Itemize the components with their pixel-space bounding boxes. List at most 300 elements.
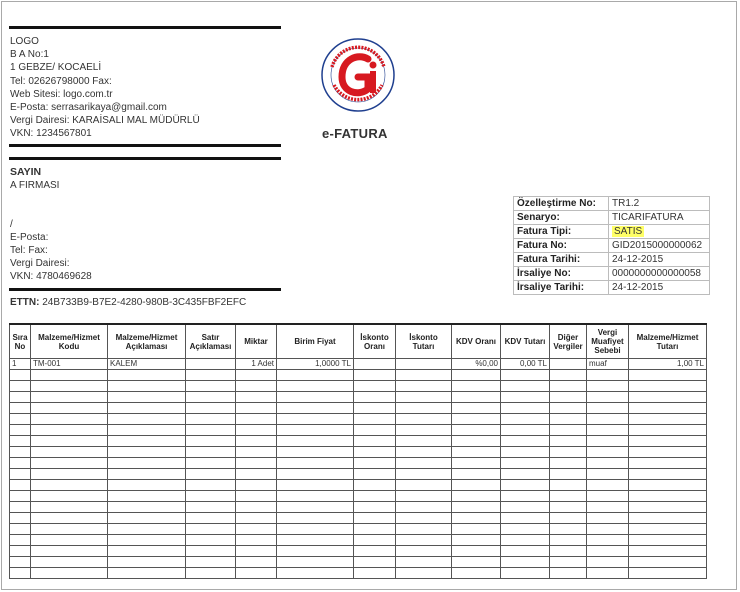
empty-cell <box>108 480 186 491</box>
empty-cell <box>501 469 550 480</box>
empty-cell <box>354 381 396 392</box>
empty-cell <box>236 403 277 414</box>
empty-cell <box>31 535 108 546</box>
sender-bottom-rule <box>9 144 281 147</box>
empty-cell <box>629 370 707 381</box>
buyer-top-rule <box>9 157 281 160</box>
empty-cell <box>108 370 186 381</box>
empty-cell <box>396 557 452 568</box>
meta-value: 24-12-2015 <box>609 281 710 295</box>
empty-cell <box>396 414 452 425</box>
col-header: İskonto Oranı <box>354 324 396 359</box>
cell-quantity: 1 Adet <box>236 359 277 370</box>
empty-cell <box>236 491 277 502</box>
empty-cell <box>587 557 629 568</box>
empty-cell <box>31 546 108 557</box>
empty-cell <box>501 403 550 414</box>
empty-cell <box>629 513 707 524</box>
empty-cell <box>236 381 277 392</box>
empty-cell <box>277 469 354 480</box>
meta-value: GID2015000000062 <box>609 239 710 253</box>
empty-cell <box>277 425 354 436</box>
empty-cell <box>501 513 550 524</box>
empty-cell <box>354 568 396 579</box>
empty-cell <box>452 524 501 535</box>
empty-cell <box>10 513 31 524</box>
empty-cell <box>587 502 629 513</box>
buyer-phone: Tel: Fax: <box>10 245 48 256</box>
empty-cell <box>501 458 550 469</box>
empty-cell <box>587 491 629 502</box>
empty-cell <box>396 447 452 458</box>
table-row <box>10 359 707 370</box>
empty-cell <box>550 403 587 414</box>
empty-cell <box>10 480 31 491</box>
meta-row <box>514 281 710 295</box>
empty-cell <box>186 568 236 579</box>
meta-row <box>514 239 710 253</box>
empty-cell <box>629 568 707 579</box>
empty-cell <box>31 491 108 502</box>
empty-cell <box>108 513 186 524</box>
empty-cell <box>550 436 587 447</box>
empty-cell <box>629 557 707 568</box>
empty-cell <box>587 414 629 425</box>
empty-cell <box>186 513 236 524</box>
empty-cell <box>396 480 452 491</box>
empty-row <box>10 524 707 535</box>
empty-cell <box>108 425 186 436</box>
empty-cell <box>587 370 629 381</box>
empty-cell <box>396 546 452 557</box>
empty-cell <box>186 458 236 469</box>
empty-cell <box>629 392 707 403</box>
empty-cell <box>186 425 236 436</box>
empty-cell <box>452 491 501 502</box>
empty-row <box>10 381 707 392</box>
empty-cell <box>629 458 707 469</box>
empty-cell <box>354 469 396 480</box>
empty-cell <box>550 370 587 381</box>
meta-key: Fatura No: <box>514 239 609 253</box>
empty-cell <box>354 480 396 491</box>
empty-cell <box>396 392 452 403</box>
empty-cell <box>31 480 108 491</box>
empty-cell <box>587 458 629 469</box>
empty-cell <box>452 370 501 381</box>
col-header: Birim Fiyat <box>277 324 354 359</box>
empty-cell <box>277 502 354 513</box>
sender-phone: Tel: 02626798000 Fax: <box>10 75 112 87</box>
buyer-tax-office: Vergi Dairesi: <box>10 258 70 269</box>
cell-line-description <box>186 359 236 370</box>
empty-cell <box>186 370 236 381</box>
empty-cell <box>354 535 396 546</box>
empty-cell <box>501 480 550 491</box>
empty-cell <box>629 546 707 557</box>
col-header: KDV Tutarı <box>501 324 550 359</box>
empty-cell <box>629 425 707 436</box>
invoice-meta-table <box>513 196 710 295</box>
empty-cell <box>31 568 108 579</box>
empty-cell <box>10 425 31 436</box>
empty-row <box>10 480 707 491</box>
empty-cell <box>354 546 396 557</box>
meta-key: Fatura Tarihi: <box>514 253 609 267</box>
empty-cell <box>10 568 31 579</box>
empty-cell <box>186 557 236 568</box>
empty-cell <box>587 535 629 546</box>
meta-row <box>514 197 710 211</box>
empty-cell <box>354 425 396 436</box>
empty-cell <box>186 491 236 502</box>
empty-cell <box>396 524 452 535</box>
empty-cell <box>10 414 31 425</box>
empty-cell <box>550 546 587 557</box>
empty-cell <box>587 524 629 535</box>
empty-cell <box>354 414 396 425</box>
sender-address-line2: 1 GEBZE/ KOCAELİ <box>10 62 102 74</box>
empty-cell <box>10 458 31 469</box>
empty-cell <box>10 491 31 502</box>
empty-cell <box>587 568 629 579</box>
empty-row <box>10 392 707 403</box>
empty-row <box>10 513 707 524</box>
empty-cell <box>501 447 550 458</box>
empty-cell <box>587 425 629 436</box>
sender-block <box>10 35 200 141</box>
empty-cell <box>186 535 236 546</box>
meta-key: Fatura Tipi: <box>514 225 609 239</box>
empty-cell <box>501 568 550 579</box>
buyer-block <box>10 166 92 283</box>
empty-cell <box>108 557 186 568</box>
sender-logo-text: LOGO <box>10 36 39 47</box>
empty-cell <box>277 535 354 546</box>
invoice-items-table <box>9 323 707 579</box>
empty-cell <box>501 381 550 392</box>
empty-cell <box>629 535 707 546</box>
empty-cell <box>396 502 452 513</box>
empty-cell <box>186 392 236 403</box>
empty-cell <box>277 491 354 502</box>
empty-row <box>10 469 707 480</box>
empty-cell <box>31 425 108 436</box>
empty-row <box>10 535 707 546</box>
empty-cell <box>236 447 277 458</box>
empty-cell <box>587 469 629 480</box>
empty-cell <box>108 535 186 546</box>
empty-cell <box>452 568 501 579</box>
empty-cell <box>277 447 354 458</box>
empty-cell <box>354 403 396 414</box>
col-header: Satır Açıklaması <box>186 324 236 359</box>
ettn-value: 24B733B9-B7E2-4280-980B-3C435FBF2EFC <box>39 297 247 308</box>
empty-cell <box>186 447 236 458</box>
empty-cell <box>236 524 277 535</box>
empty-cell <box>452 535 501 546</box>
empty-cell <box>10 381 31 392</box>
empty-cell <box>629 480 707 491</box>
empty-row <box>10 425 707 436</box>
empty-row <box>10 458 707 469</box>
empty-cell <box>31 436 108 447</box>
sender-vkn: VKN: 1234567801 <box>10 128 92 140</box>
empty-cell <box>501 436 550 447</box>
empty-cell <box>550 458 587 469</box>
sender-tax-office: Vergi Dairesi: KARAİSALI MAL MÜDÜRLÜ <box>10 115 200 127</box>
empty-cell <box>186 480 236 491</box>
empty-cell <box>396 403 452 414</box>
empty-cell <box>186 414 236 425</box>
empty-cell <box>396 513 452 524</box>
empty-cell <box>236 557 277 568</box>
empty-cell <box>550 381 587 392</box>
empty-cell <box>550 502 587 513</box>
meta-key: Özelleştirme No: <box>514 197 609 211</box>
empty-cell <box>629 491 707 502</box>
empty-cell <box>236 458 277 469</box>
meta-row <box>514 211 710 225</box>
empty-cell <box>236 535 277 546</box>
empty-cell <box>186 469 236 480</box>
empty-cell <box>452 557 501 568</box>
cell-discount-rate <box>354 359 396 370</box>
empty-cell <box>354 524 396 535</box>
cell-vat-rate: %0,00 <box>452 359 501 370</box>
empty-cell <box>396 568 452 579</box>
empty-cell <box>277 458 354 469</box>
empty-cell <box>277 381 354 392</box>
col-header: Diğer Vergiler <box>550 324 587 359</box>
empty-cell <box>587 546 629 557</box>
ettn-label: ETTN: <box>10 297 40 308</box>
empty-cell <box>31 524 108 535</box>
empty-cell <box>396 381 452 392</box>
buyer-email: E-Posta: <box>10 232 49 243</box>
empty-cell <box>277 403 354 414</box>
empty-cell <box>587 513 629 524</box>
empty-row <box>10 436 707 447</box>
empty-cell <box>236 568 277 579</box>
empty-cell <box>587 436 629 447</box>
empty-cell <box>108 524 186 535</box>
empty-row <box>10 568 707 579</box>
cell-item-code: TM-001 <box>31 359 108 370</box>
empty-cell <box>629 469 707 480</box>
empty-cell <box>277 480 354 491</box>
empty-cell <box>550 513 587 524</box>
empty-cell <box>186 403 236 414</box>
meta-key: Senaryo: <box>514 211 609 225</box>
empty-cell <box>452 447 501 458</box>
cell-row-no: 1 <box>10 359 31 370</box>
empty-cell <box>501 414 550 425</box>
empty-cell <box>501 425 550 436</box>
empty-cell <box>452 513 501 524</box>
empty-cell <box>501 557 550 568</box>
empty-cell <box>550 480 587 491</box>
invoice-type-value: SATIS <box>614 226 643 237</box>
empty-cell <box>587 447 629 458</box>
empty-cell <box>452 546 501 557</box>
empty-cell <box>452 414 501 425</box>
empty-cell <box>452 381 501 392</box>
empty-cell <box>501 524 550 535</box>
meta-value: 0000000000000058 <box>609 267 710 281</box>
meta-value: 24-12-2015 <box>609 253 710 267</box>
empty-cell <box>236 480 277 491</box>
empty-cell <box>452 502 501 513</box>
empty-cell <box>550 447 587 458</box>
empty-cell <box>108 458 186 469</box>
empty-cell <box>452 425 501 436</box>
empty-cell <box>108 414 186 425</box>
empty-cell <box>10 546 31 557</box>
empty-cell <box>550 524 587 535</box>
empty-cell <box>31 447 108 458</box>
empty-cell <box>236 546 277 557</box>
empty-cell <box>501 546 550 557</box>
cell-vat-amount: 0,00 TL <box>501 359 550 370</box>
empty-cell <box>277 513 354 524</box>
empty-cell <box>550 414 587 425</box>
empty-cell <box>108 491 186 502</box>
col-header: Malzeme/Hizmet Tutarı <box>629 324 707 359</box>
empty-cell <box>236 469 277 480</box>
ettn-line <box>10 297 246 308</box>
empty-cell <box>31 392 108 403</box>
empty-cell <box>587 381 629 392</box>
meta-value: TR1.2 <box>609 197 710 211</box>
empty-cell <box>501 392 550 403</box>
meta-row <box>514 267 710 281</box>
col-header: Malzeme/Hizmet Kodu <box>31 324 108 359</box>
empty-cell <box>354 513 396 524</box>
empty-cell <box>31 502 108 513</box>
empty-cell <box>186 436 236 447</box>
empty-cell <box>354 491 396 502</box>
empty-cell <box>10 557 31 568</box>
empty-cell <box>186 524 236 535</box>
empty-cell <box>108 502 186 513</box>
empty-cell <box>10 524 31 535</box>
empty-cell <box>108 381 186 392</box>
col-header: KDV Oranı <box>452 324 501 359</box>
col-header: Miktar <box>236 324 277 359</box>
empty-cell <box>277 436 354 447</box>
empty-cell <box>587 403 629 414</box>
empty-cell <box>396 458 452 469</box>
empty-cell <box>354 447 396 458</box>
empty-cell <box>108 403 186 414</box>
empty-cell <box>236 414 277 425</box>
empty-cell <box>452 436 501 447</box>
buyer-bottom-rule <box>9 288 281 291</box>
empty-row <box>10 557 707 568</box>
buyer-name: A FIRMASI <box>10 180 60 191</box>
gib-seal-icon <box>318 37 398 113</box>
empty-cell <box>587 392 629 403</box>
cell-exemption-reason: muaf <box>587 359 629 370</box>
empty-cell <box>236 502 277 513</box>
buyer-vkn: VKN: 4780469628 <box>10 271 92 282</box>
empty-cell <box>31 370 108 381</box>
empty-cell <box>277 568 354 579</box>
empty-cell <box>31 469 108 480</box>
empty-cell <box>108 392 186 403</box>
empty-cell <box>501 491 550 502</box>
empty-cell <box>31 557 108 568</box>
col-header: Vergi Muafiyet Sebebi <box>587 324 629 359</box>
empty-cell <box>396 425 452 436</box>
empty-cell <box>186 502 236 513</box>
empty-cell <box>629 524 707 535</box>
empty-cell <box>31 381 108 392</box>
empty-cell <box>354 392 396 403</box>
empty-cell <box>629 381 707 392</box>
empty-cell <box>236 436 277 447</box>
empty-row <box>10 491 707 502</box>
empty-cell <box>277 414 354 425</box>
buyer-address: / <box>10 219 13 230</box>
empty-cell <box>277 392 354 403</box>
empty-cell <box>501 370 550 381</box>
empty-cell <box>236 425 277 436</box>
empty-cell <box>10 436 31 447</box>
meta-value: TICARIFATURA <box>609 211 710 225</box>
empty-cell <box>550 392 587 403</box>
meta-key: İrsaliye Tarihi: <box>514 281 609 295</box>
empty-cell <box>236 392 277 403</box>
empty-cell <box>587 480 629 491</box>
empty-cell <box>31 414 108 425</box>
empty-cell <box>452 469 501 480</box>
empty-cell <box>396 469 452 480</box>
empty-cell <box>186 381 236 392</box>
empty-row <box>10 447 707 458</box>
empty-cell <box>10 469 31 480</box>
empty-cell <box>354 436 396 447</box>
empty-cell <box>452 403 501 414</box>
empty-cell <box>31 403 108 414</box>
empty-cell <box>629 403 707 414</box>
empty-cell <box>452 480 501 491</box>
col-header: Malzeme/Hizmet Açıklaması <box>108 324 186 359</box>
empty-cell <box>354 502 396 513</box>
empty-cell <box>277 557 354 568</box>
empty-row <box>10 403 707 414</box>
cell-discount-amount <box>396 359 452 370</box>
empty-cell <box>550 425 587 436</box>
col-header: Sıra No <box>10 324 31 359</box>
empty-cell <box>396 535 452 546</box>
cell-total: 1,00 TL <box>629 359 707 370</box>
empty-cell <box>629 436 707 447</box>
empty-cell <box>10 403 31 414</box>
empty-cell <box>452 392 501 403</box>
empty-cell <box>629 447 707 458</box>
meta-row <box>514 225 710 239</box>
empty-cell <box>186 546 236 557</box>
empty-cell <box>277 546 354 557</box>
empty-cell <box>10 447 31 458</box>
empty-cell <box>396 436 452 447</box>
document-title: e-FATURA <box>322 126 388 141</box>
empty-row <box>10 370 707 381</box>
empty-cell <box>108 469 186 480</box>
empty-cell <box>354 458 396 469</box>
